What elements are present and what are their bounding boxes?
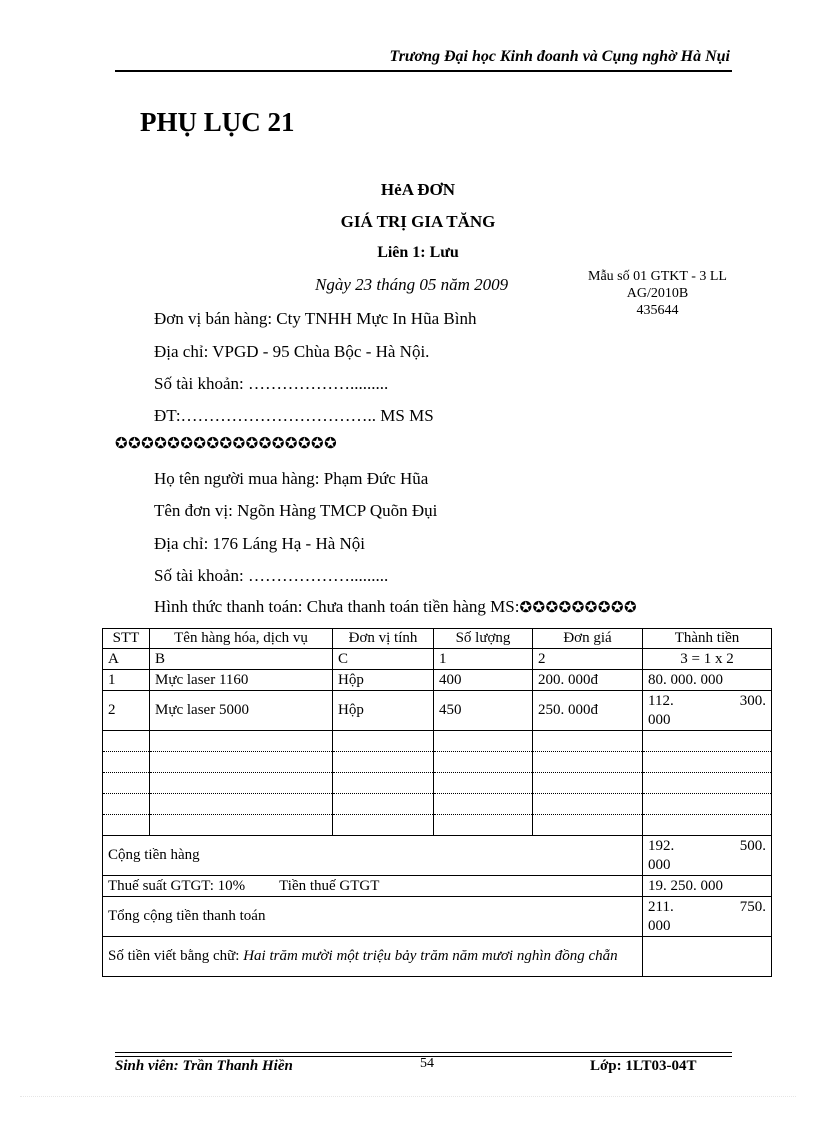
form-series: AG/2010B [626,286,689,301]
cell-amount: 80. 000. 000 [643,670,772,691]
header-qty: Số lượng [434,629,533,649]
vat-amount-label: Tiền thuế GTGT [279,877,380,894]
header-item: Tên hàng hóa, dịch vụ [150,629,333,649]
total-row [103,897,772,937]
amount-line-1: 112. 300. [648,692,766,709]
buyer-name: Họ tên người mua hàng: Phạm Đức Hũa [154,469,429,488]
seller-tax-code-circles: ✪✪✪✪✪✪✪✪✪✪✪✪✪✪✪✪✪ [115,434,338,452]
buyer-tax-code-circles: ✪✪✪✪✪✪✪✪✪ [519,598,638,616]
cell-qty: 450 [434,691,533,731]
footer-student: Sinh viên: Trần Thanh Hiền [115,1058,293,1074]
cell-item: Mực laser 5000 [150,691,333,731]
subtotal-line-2: 000 [648,856,671,873]
seller-account: Số tài khoản: ………………......... [154,374,389,393]
empty-row [103,815,772,836]
words-cell [103,937,643,977]
seller-unit: Đơn vị bán hàng: Cty TNHH Mực In Hũa Bình [154,309,477,328]
code-cell: 2 [533,649,643,670]
empty-row [103,773,772,794]
invoice-copy: Liên 1: Lưu [377,244,459,261]
table-code-row [103,649,772,670]
vat-row [103,876,772,897]
cell-price: 200. 000đ [533,670,643,691]
words-empty-cell [643,937,772,977]
page-bottom-divider [20,1096,796,1097]
subtotal-value [643,836,772,876]
words-value: Hai trăm mười một triệu bảy trăm năm mươi nghìn đồng chẵn [243,948,618,964]
empty-row [103,752,772,773]
buyer-address: Địa chỉ: 176 Láng Hạ - Hà Nội [154,534,366,553]
vat-value: 19. 250. 000 [643,876,772,897]
invoice-subtitle: GIÁ TRỊ GIA TĂNG [340,212,496,231]
table-row [103,691,772,731]
words-row [103,937,772,977]
buyer-unit: Tên đơn vị: Ngõn Hàng TMCP Quõn Đụi [154,501,438,520]
form-number: Mẫu số 01 GTKT - 3 LL [588,269,727,284]
code-cell: A [103,649,150,670]
table-row [103,670,772,691]
footer-rule [115,1052,732,1053]
cell-price: 250. 000đ [533,691,643,731]
subtotal-label: Cộng tiền hàng [103,836,643,876]
cell-unit: Hộp [333,691,434,731]
buyer-payment [154,597,637,617]
empty-row [103,794,772,815]
invoice-form-info [575,268,740,319]
payment-text: Hình thức thanh toán: Chưa thanh toán tiền hàng MS: [154,597,520,616]
amount-line-2: 000 [648,711,671,728]
form-serial: 435644 [636,303,679,318]
footer-class: Lớp: 1LT03-04T [590,1058,697,1074]
seller-address: Địa chỉ: VPGD - 95 Chùa Bộc - Hà Nội. [154,342,430,361]
words-label: Số tiền viết bằng chữ: [108,948,240,964]
subtotal-row [103,836,772,876]
cell-stt: 1 [103,670,150,691]
header-rule [115,70,732,72]
code-cell: C [333,649,434,670]
seller-phone: ĐT:…………………………….. MS MS [154,406,434,425]
table-header-row [103,629,772,649]
cell-item: Mực laser 1160 [150,670,333,691]
cell-stt: 2 [103,691,150,731]
header-price: Đơn giá [533,629,643,649]
total-label: Tổng cộng tiền thanh toán [103,897,643,937]
code-cell: 3 = 1 x 2 [643,649,772,670]
cell-unit: Hộp [333,670,434,691]
total-line-1: 211. 750. [648,898,766,915]
total-value [643,897,772,937]
code-cell: B [150,649,333,670]
header-school: Trương Đại học Kinh đoanh và Cụng nghờ Hà Nụi [389,48,730,65]
header-stt: STT [103,629,150,649]
header-unit: Đơn vị tính [333,629,434,649]
total-line-2: 000 [648,917,671,934]
buyer-account: Số tài khoản: ………………......... [154,566,389,585]
vat-label-cell [103,876,643,897]
vat-rate-label: Thuế suất GTGT: 10% [108,877,246,894]
empty-row [103,731,772,752]
header-amount: Thành tiền [643,629,772,649]
page-title: PHỤ LỤC 21 [140,107,295,137]
cell-qty: 400 [434,670,533,691]
invoice-table [102,628,772,977]
subtotal-line-1: 192. 500. [648,837,766,854]
invoice-title: HẻA ĐƠN [380,180,456,199]
cell-amount [643,691,772,731]
code-cell: 1 [434,649,533,670]
invoice-date: Ngày 23 tháng 05 năm 2009 [315,275,509,294]
page-number: 54 [420,1056,434,1071]
